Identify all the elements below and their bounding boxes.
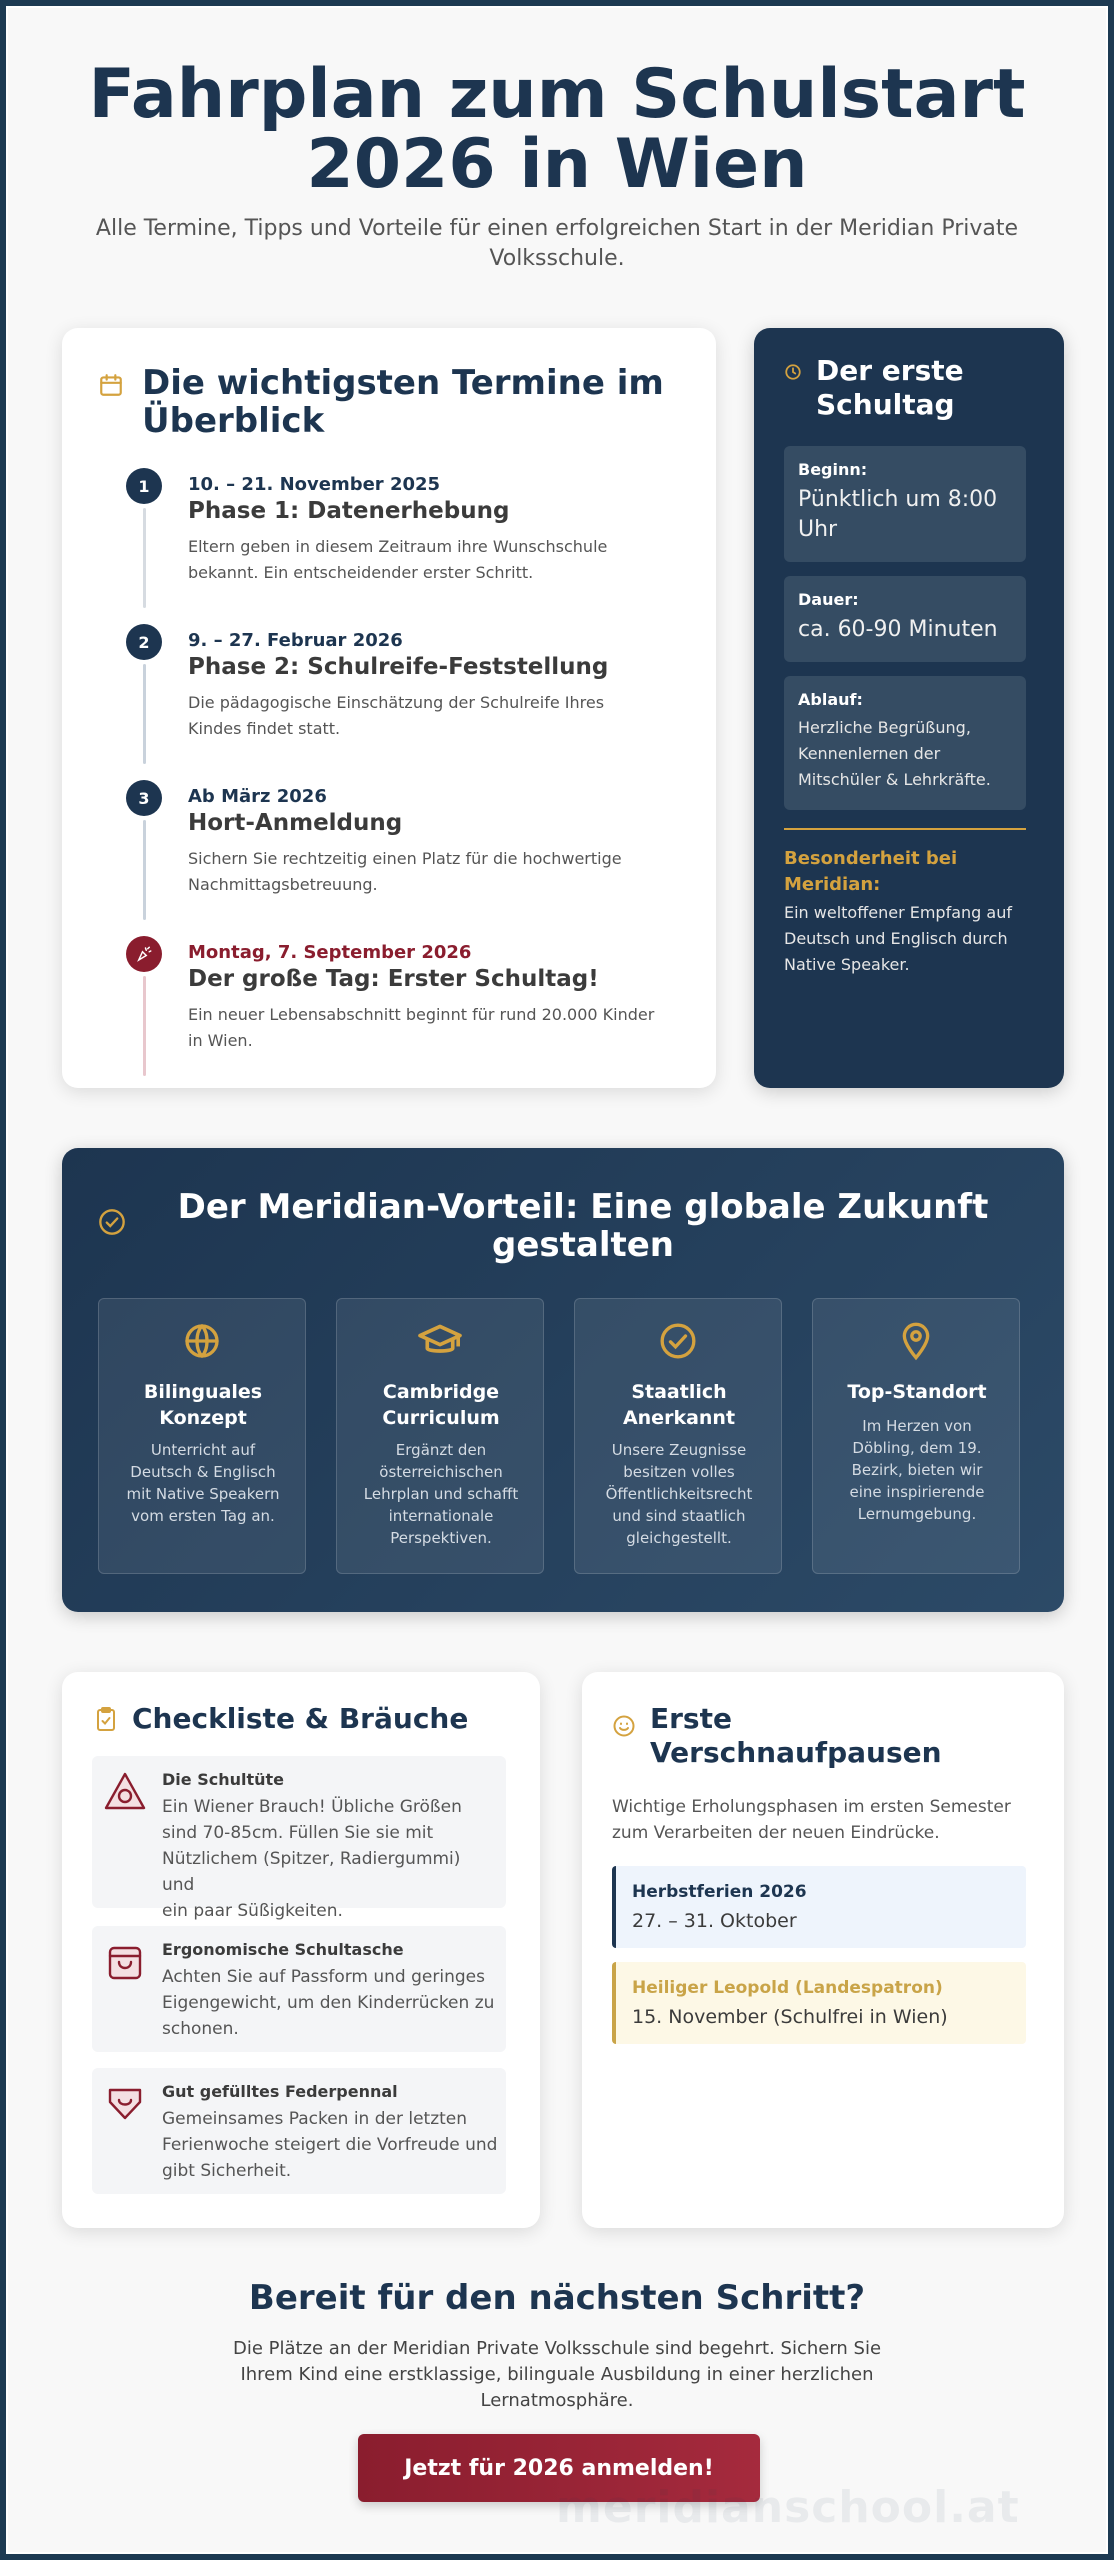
first-day-heading: Der erste Schultag [816,354,964,421]
timeline-title: Phase 2: Schulreife-Feststellung [188,654,609,680]
calendar-icon [98,372,124,398]
breaks-header [612,1702,942,1770]
timeline-title: Hort-Anmeldung [188,810,403,836]
graduation-cap-icon [418,1321,462,1361]
page-subtitle: Alle Termine, Tipps und Vorteile für einen erfolgreichen Start in der Meridian Private Volksschule. [95,216,1019,271]
page-title: Fahrplan zum Schulstart 2026 in Wien [88,55,1026,204]
timeline-item [126,780,686,930]
advantage-tile-bilingual: Bilinguales Konzept Unterricht auf Deutsch & Englisch mit Native Speakern vom ersten Tag an. [98,1298,306,1574]
advantage-section [62,1148,1064,1612]
special-text: Ein weltoffener Empfang auf Deutsch und Englisch durch Native Speaker. [784,903,1012,974]
check-badge-icon [658,1321,698,1361]
hero [8,55,1106,274]
shopping-bag-icon [102,1940,148,1982]
checklist-card [62,1672,540,2228]
timeline-title: Der große Tag: Erster Schultag! [188,966,599,992]
step-marker: 3 [126,780,162,816]
cta-text: Die Plätze an der Meridian Private Volksschule sind begehrt. Sichern Sie Ihrem Kind eine erstklassige, bilinguale Ausbildung in einer herzlichen Lernatmosphäre. [232,2338,882,2411]
timeline-card [62,328,716,1088]
smile-icon [612,1714,636,1738]
schultuete-icon [102,1770,148,1812]
clipboard-check-icon [94,1706,118,1732]
pencil-case-icon [102,2082,148,2124]
timeline-text: Eltern geben in diesem Zeitraum ihre Wunschschule bekannt. Ein entscheidender erster Schritt. [188,537,608,582]
clock-icon [784,363,802,381]
special-title: Besonderheit bei Meridian: [784,848,958,895]
timeline-connector [143,976,146,1076]
timeline-date: Ab März 2026 [188,786,327,807]
checklist-item: Ergonomische Schultasche Achten Sie auf Passform und geringes Eigengewicht, um den Kinderrücken zu schonen. [92,1926,506,2052]
timeline-item [126,624,686,774]
checklist-item: Gut gefülltes Federpennal Gemeinsames Packen in der letzten Ferienwoche steigert die Vorfreude und gibt Sicherheit. [92,2068,506,2194]
register-button[interactable]: Jetzt für 2026 anmelden! [358,2434,760,2502]
advantage-heading: Der Meridian-Vorteil: Eine globale Zukunft gestalten [177,1187,989,1265]
timeline-connector [143,820,146,920]
breaks-intro: Wichtige Erholungsphasen im ersten Semester zum Verarbeiten der neuen Eindrücke. [612,1797,1011,1843]
info-box-start: Beginn: Pünktlich um 8:00 Uhr [784,446,1026,562]
info-box-schedule: Ablauf: Herzliche Begrüßung, Kennenlernen der Mitschüler & Lehrkräfte. [784,676,1026,810]
advantage-tile-cambridge: Cambridge Curriculum Ergänzt den österreichischen Lehrplan und schafft internationale Perspektiven. [336,1298,544,1574]
timeline-date: 10. – 21. November 2025 [188,474,441,495]
timeline-title: Phase 1: Datenerhebung [188,498,510,524]
timeline-text: Ein neuer Lebensabschnitt beginnt für rund 20.000 Kinder in Wien. [188,1005,655,1050]
first-day-card [754,328,1064,1088]
break-item-autumn: Herbstferien 2026 27. – 31. Oktober [612,1866,1026,1948]
advantage-tile-accredited: Staatlich Anerkannt Unsere Zeugnisse besitzen volles Öffentlichkeitsrecht und sind staatlich gleichgestellt. [574,1298,782,1574]
timeline-connector [143,664,146,764]
first-day-header [784,354,964,422]
cta-heading: Bereit für den nächsten Schritt? [248,2278,866,2318]
break-item-leopold: Heiliger Leopold (Landespatron) 15. November (Schulfrei in Wien) [612,1962,1026,2044]
timeline-text: Sichern Sie rechtzeitig einen Platz für die hochwertige Nachmittagsbetreuung. [188,849,622,894]
party-icon [126,936,162,972]
page-frame [6,6,1108,2554]
checklist-heading: Checkliste & Bräuche [132,1702,469,1735]
step-marker: 2 [126,624,162,660]
timeline-item [126,936,686,1086]
globe-icon [182,1321,222,1361]
step-marker: 1 [126,468,162,504]
timeline-item [126,468,686,618]
cta-section [8,2278,1106,2414]
watermark: meridianschool.at [556,2482,1020,2533]
timeline-date: Montag, 7. September 2026 [188,942,472,963]
info-box-duration: Dauer: ca. 60-90 Minuten [784,576,1026,662]
timeline-text: Die pädagogische Einschätzung der Schulreife Ihres Kindes findet statt. [188,693,605,738]
breaks-card [582,1672,1064,2228]
advantage-header [98,1188,1028,1264]
timeline-header [98,364,664,440]
advantage-tile-location: Top-Standort Im Herzen von Döbling, dem 19. Bezirk, bieten wir eine inspirierende Lernumgebung. [812,1298,1020,1574]
timeline-connector [143,508,146,608]
checklist-item: Die Schultüte Ein Wiener Brauch! Übliche Größen sind 70-85cm. Füllen Sie sie mit Nützlichem (Spitzer, Radiergummi) und ein paar Süßigkeiten. [92,1756,506,1908]
breaks-heading: Erste Verschnaufpausen [650,1702,942,1769]
timeline-date: 9. – 27. Februar 2026 [188,630,403,651]
divider [784,828,1026,830]
checklist-header [94,1702,468,1736]
map-pin-icon [896,1321,936,1361]
timeline-heading: Die wichtigsten Termine im Überblick [142,363,664,441]
